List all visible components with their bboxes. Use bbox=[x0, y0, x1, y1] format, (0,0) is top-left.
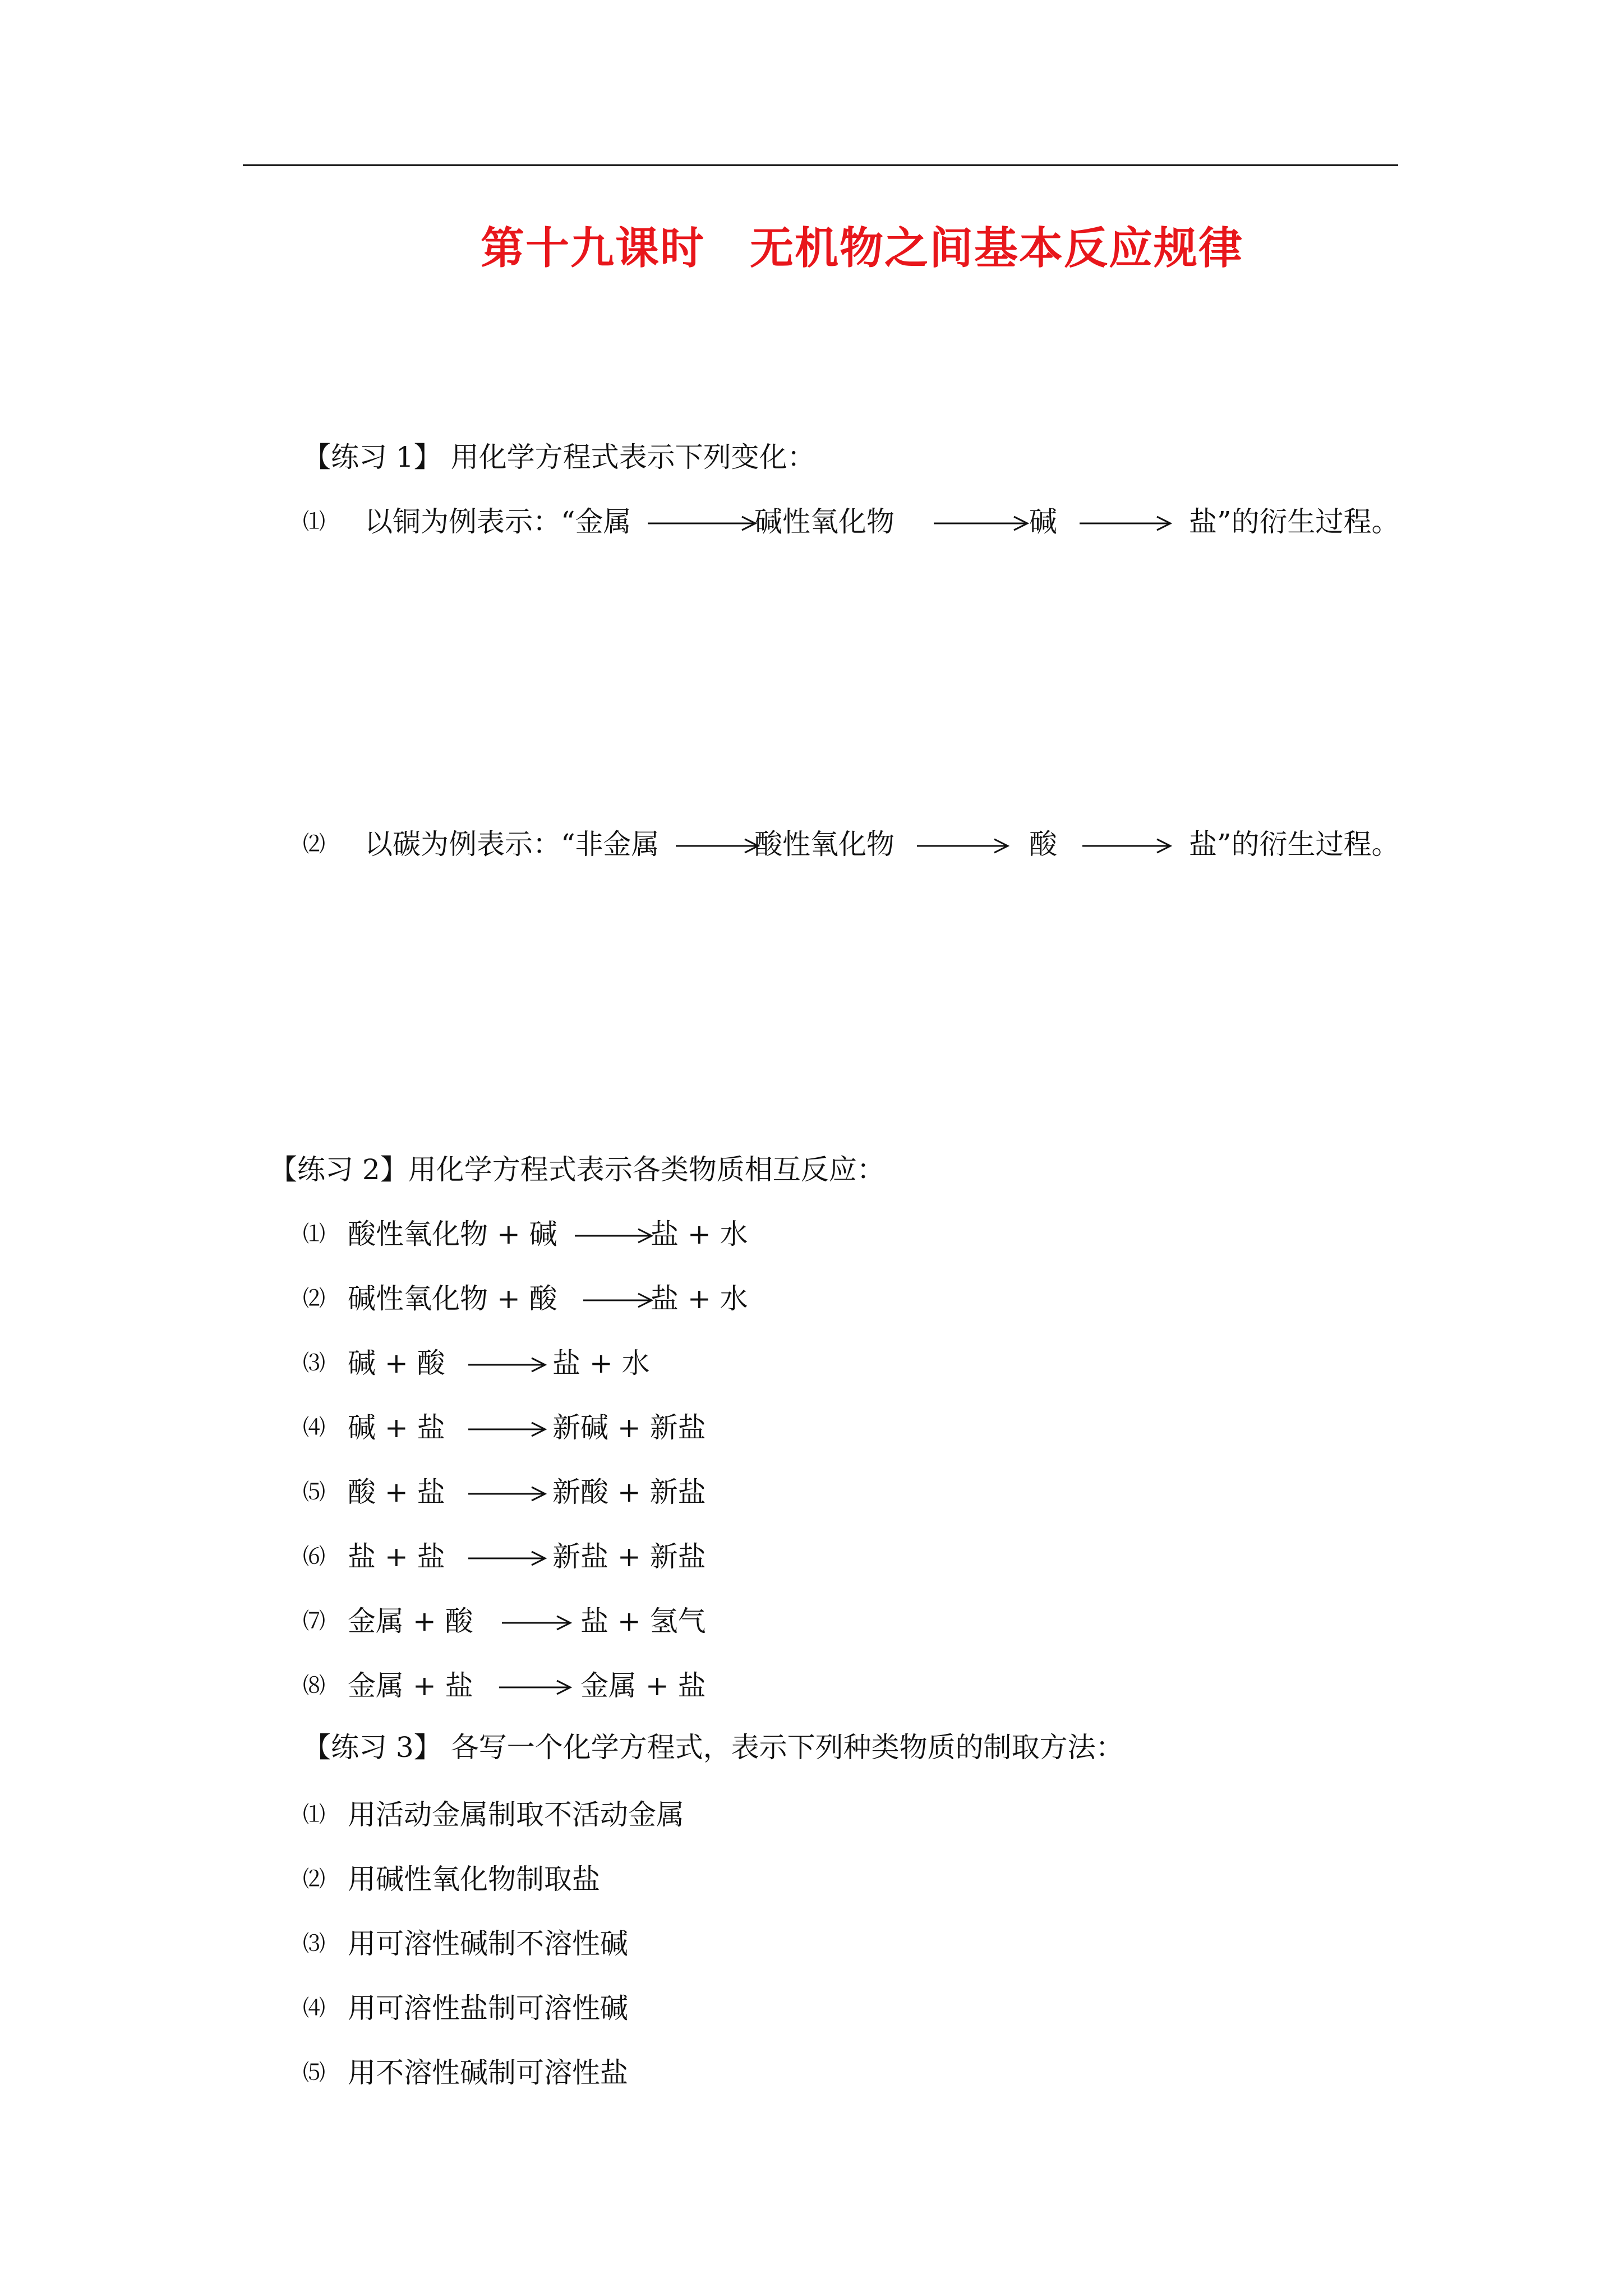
ex3-item-text: 用可溶性碱制不溶性碱 bbox=[348, 1927, 628, 1960]
ex1-item1-arrow-3 bbox=[1080, 515, 1172, 532]
ex1-item2-lead: 以碳为例表示：“非金属 bbox=[365, 828, 660, 861]
ex2-item-arrow bbox=[575, 1227, 653, 1244]
ex3-item-text: 用碱性氧化物制取盐 bbox=[348, 1863, 600, 1895]
ex1-item2-arrow-3 bbox=[1082, 838, 1172, 854]
ex2-item-arrow bbox=[583, 1292, 653, 1309]
header-rule bbox=[243, 164, 1398, 166]
ex2-item-arrow bbox=[499, 1679, 572, 1696]
ex1-item2-middle-1: 酸性氧化物 bbox=[754, 828, 895, 861]
ex3-item-number: ⑵ bbox=[303, 1866, 325, 1892]
ex2-item-reactants: 酸 + 盐 bbox=[348, 1476, 445, 1508]
ex3-item-text: 用不溶性碱制可溶性盐 bbox=[348, 2056, 628, 2089]
ex2-item-arrow bbox=[502, 1614, 572, 1631]
ex2-item-arrow bbox=[468, 1421, 547, 1438]
ex2-item-arrow bbox=[468, 1485, 547, 1502]
ex1-item1-middle-1: 碱性氧化物 bbox=[754, 505, 895, 538]
ex2-item-reactants: 碱性氧化物 + 酸 bbox=[348, 1282, 557, 1315]
ex3-item-number: ⑴ bbox=[303, 1802, 325, 1828]
ex1-item2-end: 盐”的衍生过程。 bbox=[1189, 828, 1400, 861]
ex1-item1-arrow-2 bbox=[934, 515, 1029, 532]
ex2-item-number: ⑶ bbox=[303, 1350, 325, 1376]
ex2-item-number: ⑵ bbox=[303, 1286, 325, 1312]
exercise-2-heading: 【练习 2】用化学方程式表示各类物质相互反应： bbox=[269, 1153, 885, 1186]
ex2-item-reactants: 盐 + 盐 bbox=[348, 1540, 445, 1573]
ex2-item-number: ⑷ bbox=[303, 1415, 325, 1441]
ex2-item-reactants: 酸性氧化物 + 碱 bbox=[348, 1218, 557, 1250]
ex2-item-products: 盐 + 水 bbox=[651, 1218, 748, 1250]
ex1-item1-lead: 以铜为例表示：“金属 bbox=[365, 505, 631, 538]
ex2-item-number: ⑻ bbox=[303, 1673, 325, 1699]
ex3-item-text: 用活动金属制取不活动金属 bbox=[348, 1798, 684, 1831]
ex3-item-number: ⑸ bbox=[303, 2060, 325, 2086]
ex2-item-reactants: 碱 + 酸 bbox=[348, 1347, 445, 1379]
page-title: 第十九课时 无机物之间基本反应规律 bbox=[480, 223, 1243, 274]
ex2-item-reactants: 金属 + 盐 bbox=[348, 1669, 473, 1702]
ex3-item-text: 用可溶性盐制可溶性碱 bbox=[348, 1992, 628, 2024]
ex2-item-number: ⑸ bbox=[303, 1479, 325, 1505]
ex2-item-arrow bbox=[468, 1356, 547, 1373]
ex1-item1-arrow-1 bbox=[648, 515, 757, 532]
exercise-1-heading: 【练习 1】 用化学方程式表示下列变化： bbox=[303, 441, 815, 473]
ex2-item-arrow bbox=[468, 1550, 547, 1567]
ex2-item-products: 金属 + 盐 bbox=[580, 1669, 706, 1702]
ex2-item-number: ⑺ bbox=[303, 1608, 325, 1634]
ex2-item-number: ⑹ bbox=[303, 1544, 325, 1570]
ex3-item-number: ⑷ bbox=[303, 1995, 325, 2021]
ex1-item1-end: 盐”的衍生过程。 bbox=[1189, 505, 1400, 538]
ex1-item2-number: ⑵ bbox=[303, 831, 325, 857]
ex1-item1-number: ⑴ bbox=[303, 509, 325, 535]
ex2-item-products: 新盐 + 新盐 bbox=[552, 1540, 706, 1573]
ex2-item-products: 新碱 + 新盐 bbox=[552, 1411, 706, 1444]
ex2-item-products: 新酸 + 新盐 bbox=[552, 1476, 706, 1508]
ex1-item1-middle-2: 碱 bbox=[1029, 505, 1057, 538]
ex1-item2-arrow-1 bbox=[676, 838, 760, 854]
ex2-item-number: ⑴ bbox=[303, 1221, 325, 1247]
ex2-item-reactants: 碱 + 盐 bbox=[348, 1411, 445, 1444]
ex2-item-products: 盐 + 氢气 bbox=[580, 1605, 706, 1637]
ex2-item-products: 盐 + 水 bbox=[651, 1282, 748, 1315]
ex3-item-number: ⑶ bbox=[303, 1931, 325, 1957]
ex1-item2-arrow-2 bbox=[917, 838, 1009, 854]
ex1-item2-middle-2: 酸 bbox=[1029, 828, 1057, 861]
ex2-item-products: 盐 + 水 bbox=[552, 1347, 650, 1379]
ex2-item-reactants: 金属 + 酸 bbox=[348, 1605, 473, 1637]
exercise-3-heading: 【练习 3】 各写一个化学方程式，表示下列种类物质的制取方法： bbox=[303, 1731, 1124, 1764]
